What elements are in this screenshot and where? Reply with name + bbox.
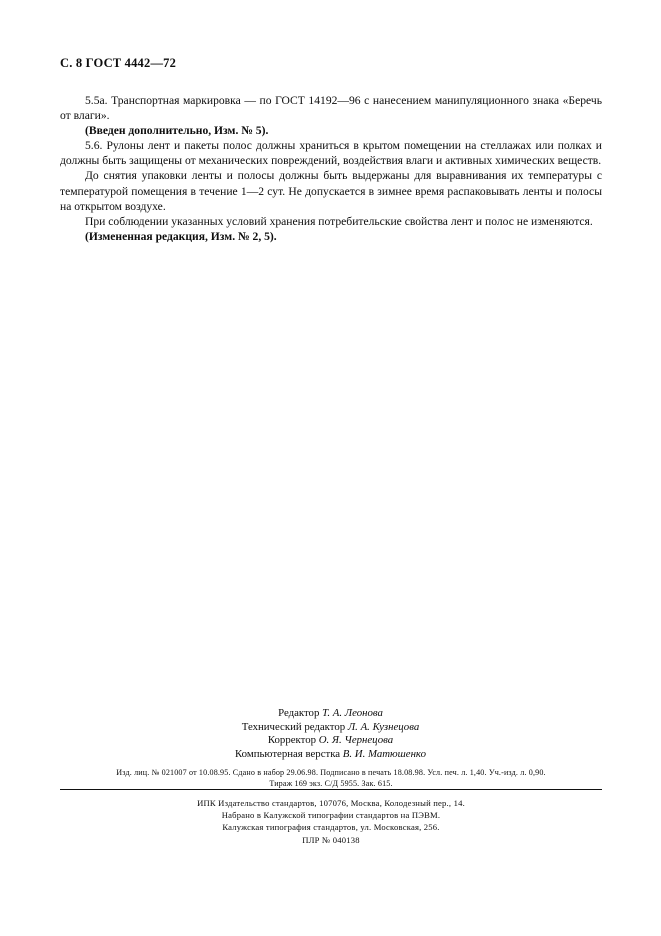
credit-proofreader-role: Корректор: [267, 734, 319, 747]
paragraph-clause-5-6-storage: До снятия упаковки ленты и полосы должны быть выдержаны для выравнивания их температуры с температурой помещения в течение 1—2 сут. Не допускается в зимнее время распаковывать ленты и полосы на открытом воздухе.: [60, 169, 602, 213]
paragraph-clause-5-6: 5.6. Рулоны лент и пакеты полос должны храниться в крытом помещении на стеллажах или полках и должны быть защищены от механических повреждений, воздействия влаги и активных химических веществ.: [60, 139, 602, 168]
credit-layout-name: В. И. Матюшенко: [342, 747, 426, 760]
print-run-line-2: Тираж 169 экз. С/Д 5955. Зак. 615.: [269, 779, 393, 789]
credit-technical-editor-name: Л. А. Кузнецова: [347, 720, 420, 733]
paragraph-clause-5-6-properties: При соблюдении указанных условий хранения потребительские свойства лент и полос не изменяются.: [85, 214, 593, 228]
imprint-line-3: Калужская типография стандартов, ул. Московская, 256.: [222, 822, 440, 833]
imprint-line-2: Набрано в Калужской типографии стандартов на ПЭВМ.: [221, 810, 441, 821]
paragraph-note-revised: (Измененная редакция, Изм. № 2, 5).: [85, 229, 277, 243]
credit-technical-editor: [0, 721, 661, 735]
imprint-line-4: ПЛР № 040138: [302, 834, 360, 845]
publisher-imprint-block: [60, 797, 602, 846]
imprint-line-1: ИПК Издательство стандартов, 107076, Москва, Колодезный пер., 14.: [197, 798, 465, 808]
paragraph-note-introduced: (Введен дополнительно, Изм. № 5).: [85, 124, 269, 138]
credit-proofreader: [0, 734, 661, 748]
print-run-block: [60, 767, 602, 790]
credit-editor-name: Т. А. Леонова: [322, 707, 383, 719]
credit-technical-editor-role: Технический редактор: [241, 720, 346, 733]
credit-editor-role: Редактор: [278, 707, 320, 719]
paragraph-clause-5-5a: 5.5а. Транспортная маркировка — по ГОСТ 14192—96 с нанесением манипуляционного знака «Беречь от влаги».: [60, 94, 602, 123]
credits-block: [0, 707, 661, 761]
running-head: С. 8 ГОСТ 4442—72: [60, 56, 177, 70]
horizontal-rule: [60, 789, 602, 790]
print-run-line-1: Изд. лиц. № 021007 от 10.08.95. Сдано в набор 29.06.98. Подписано в печать 18.08.98. Усл. печ. л. 1,40. Уч.-изд. л. 0,90.: [116, 768, 546, 777]
credit-layout: [0, 748, 661, 762]
credit-proofreader-name: О. Я. Чернецова: [318, 734, 394, 747]
credit-editor: [0, 707, 661, 721]
credit-layout-role: Компьютерная верстка: [235, 747, 343, 760]
body-text-block: [60, 93, 602, 244]
